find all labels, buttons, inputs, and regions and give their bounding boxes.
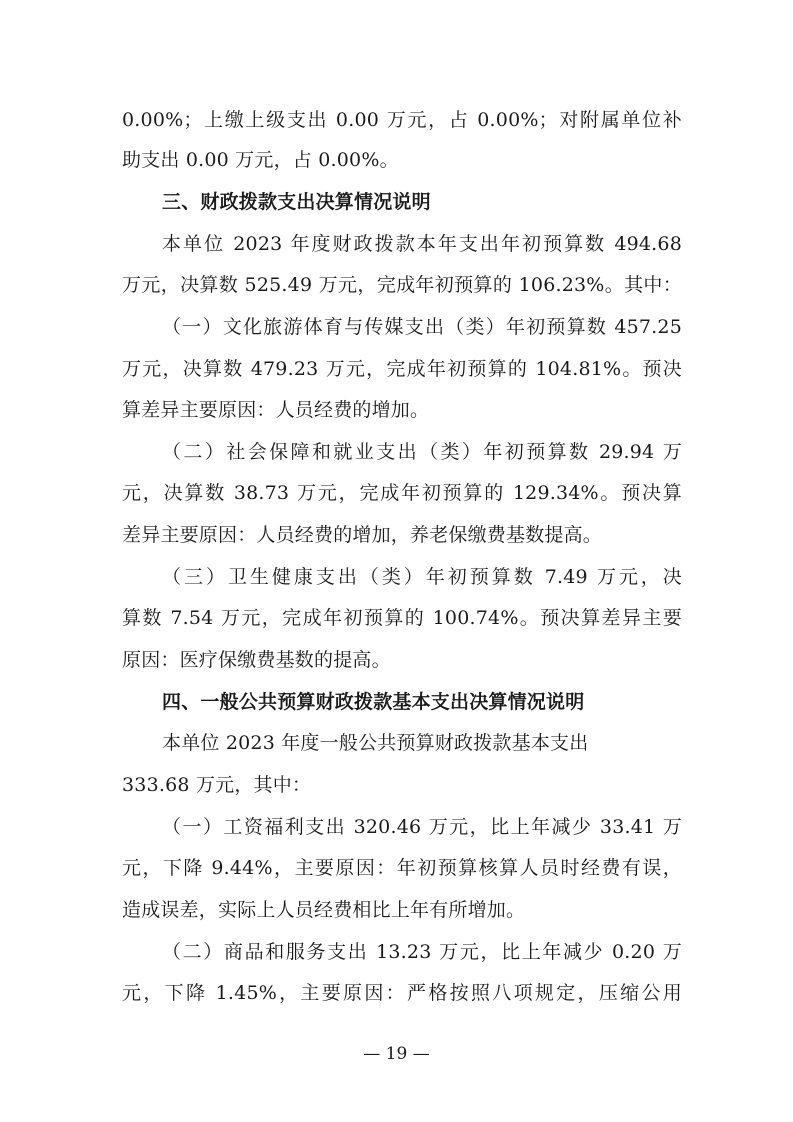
body-text-line: 万元，决算数 479.23 万元，完成年初预算的 104.81%。预决 (122, 358, 682, 380)
body-text-line: 元，决算数 38.73 万元，完成年初预算的 129.34%。预决算 (122, 482, 682, 504)
body-text-line: 元，下降 1.45%，主要原因：严格按照八项规定，压缩公用 (122, 982, 682, 1004)
section-heading: 四、一般公共预算财政拨款基本支出决算情况说明 (162, 691, 585, 713)
body-text-line: 本单位 2023 年度财政拨款本年支出年初预算数 494.68 (162, 233, 682, 255)
body-text-line: 助支出 0.00 万元，占 0.00%。 (122, 149, 399, 171)
body-text-line: 0.00%；上缴上级支出 0.00 万元，占 0.00%；对附属单位补 (122, 109, 682, 131)
body-text-line: 333.68 万元，其中： (122, 774, 312, 796)
body-text-line: 万元，决算数 525.49 万元，完成年初预算的 106.23%。其中： (122, 274, 682, 296)
body-text-line: （一）文化旅游体育与传媒支出（类）年初预算数 457.25 (162, 316, 682, 338)
body-text-line: 算数 7.54 万元，完成年初预算的 100.74%。预决算差异主要 (122, 607, 682, 629)
body-text-line: （三）卫生健康支出（类）年初预算数 7.49 万元，决 (162, 566, 682, 588)
body-text-line: 差异主要原因：人员经费的增加，养老保缴费基数提高。 (122, 524, 603, 546)
body-text-line: 造成误差，实际上人员经费相比上年有所增加。 (122, 899, 526, 921)
body-text-line: 元，下降 9.44%，主要原因：年初预算核算人员时经费有误， (122, 857, 682, 879)
body-text-line: 原因：医疗保缴费基数的提高。 (122, 649, 391, 671)
body-text-line: （二）社会保障和就业支出（类）年初预算数 29.94 万 (162, 441, 682, 463)
body-text-line: 算差异主要原因：人员经费的增加。 (122, 399, 430, 421)
body-text-line: 本单位 2023 年度一般公共预算财政拨款基本支出 (162, 732, 589, 754)
section-heading: 三、财政拨款支出决算情况说明 (162, 191, 431, 213)
page-number: — 19 — (363, 1044, 430, 1064)
body-text-line: （一）工资福利支出 320.46 万元，比上年减少 33.41 万 (162, 816, 682, 838)
body-text-line: （二）商品和服务支出 13.23 万元，比上年减少 0.20 万 (162, 941, 682, 963)
